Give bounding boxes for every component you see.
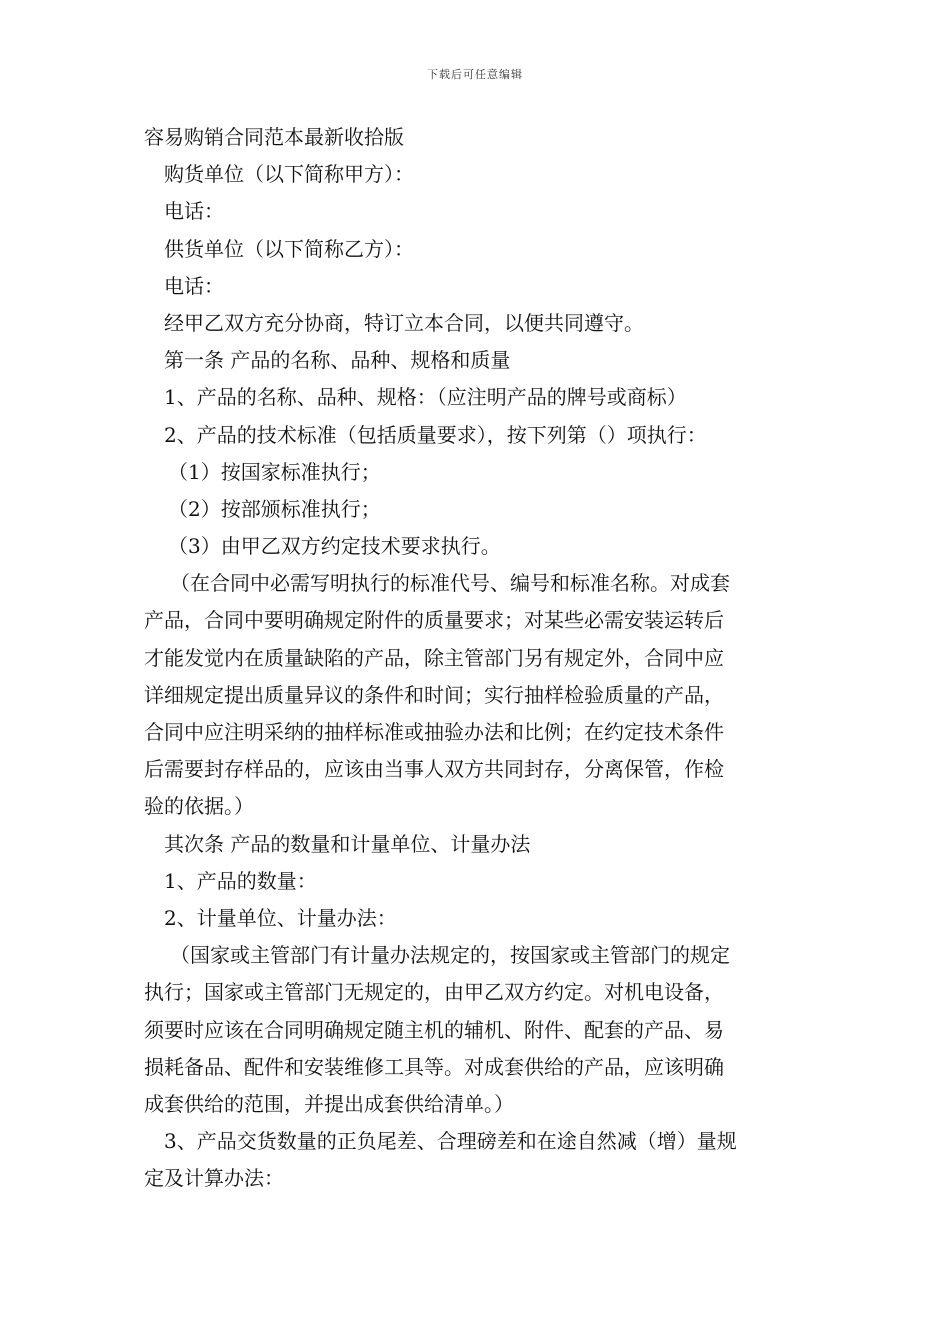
buyer-line: 购货单位（以下简称甲方）： [164, 162, 414, 187]
article2-note-line: 须要时应该在合同明确规定随主机的辅机、附件、配套的产品、易 [144, 1017, 724, 1042]
article1-note-line: （在合同中必需写明执行的标准代号、编号和标准名称。对成套 [170, 571, 730, 596]
article1-option2: （2）按部颁标准执行； [168, 496, 381, 521]
article2-heading: 其次条 产品的数量和计量单位、计量办法 [164, 831, 531, 856]
article2-item1: 1、产品的数量： [164, 868, 317, 893]
article1-note-line: 详细规定提出质量异议的条件和时间；实行抽样检验质量的产品， [144, 682, 724, 707]
article2-item3-line: 3、产品交货数量的正负尾差、合理磅差和在途自然减（增）量规 [164, 1129, 737, 1154]
article1-heading: 第一条 产品的名称、品种、规格和质量 [164, 348, 511, 373]
document-title: 容易购销合同范本最新收拾版 [144, 125, 404, 149]
article1-note-line: 后需要封存样品的，应该由当事人双方共同封存，分离保管，作检 [144, 757, 724, 782]
article1-option3: （3）由甲乙双方约定技术要求执行。 [168, 534, 501, 559]
article2-item3-line: 定及计算办法： [144, 1166, 284, 1191]
document-body [144, 119, 816, 1197]
intro-line: 经甲乙双方充分协商，特订立本合同，以便共同遵守。 [164, 310, 644, 335]
article1-note-line: 产品，合同中要明确规定附件的质量要求；对某些必需安装运转后 [144, 608, 724, 633]
article1-item2: 2、产品的技术标准（包括质量要求），按下列第（）项执行： [164, 422, 707, 447]
article1-note-line: 才能发觉内在质量缺陷的产品，除主管部门另有规定外，合同中应 [144, 645, 724, 670]
page-header: 下载后可任意编辑 [427, 68, 523, 81]
article1-item1: 1、产品的名称、品种、规格：（应注明产品的牌号或商标） [164, 385, 687, 410]
article1-note-line: 验的依据。） [144, 794, 254, 819]
buyer-phone-line: 电话： [164, 199, 224, 224]
seller-line: 供货单位（以下简称乙方）： [164, 236, 414, 261]
article2-note-line: （国家或主管部门有计量办法规定的，按国家或主管部门的规定 [170, 943, 730, 968]
article2-note-line: 执行；国家或主管部门无规定的，由甲乙双方约定。对机电设备， [144, 980, 724, 1005]
article1-note-line: 合同中应注明采纳的抽样标准或抽验办法和比例；在约定技术条件 [144, 720, 724, 744]
article1-option1: （1）按国家标准执行； [168, 459, 381, 484]
article2-item2: 2、计量单位、计量办法： [164, 905, 397, 930]
seller-phone-line: 电话： [164, 273, 224, 298]
article2-note-line: 损耗备品、配件和安装维修工具等。对成套供给的产品，应该明确 [144, 1054, 724, 1079]
article2-note-line: 成套供给的范围，并提出成套供给清单。） [144, 1091, 514, 1116]
